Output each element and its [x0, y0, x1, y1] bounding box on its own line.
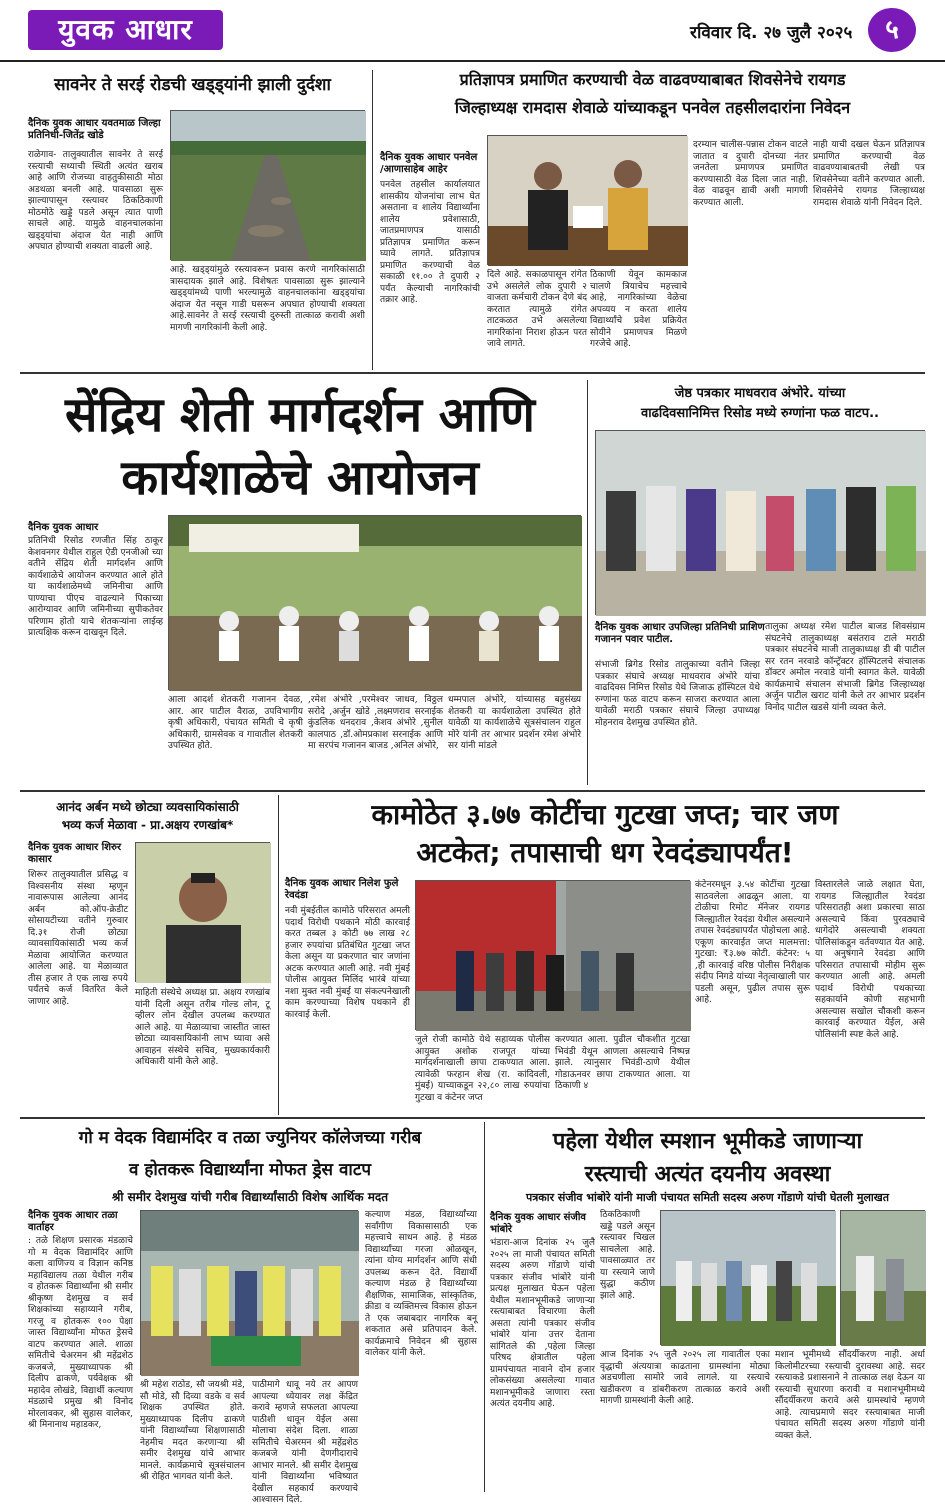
loan-headline-1: आनंद अर्बन मध्ये छोट्या व्यवसायिकांसाठी	[56, 800, 239, 814]
shivsena-body-5: नाही याची दखल घेऊन प्रतिज्ञापत्र प्रमाणित करण्याची वेळ वाढवण्याबाबतची लेखी पत्र शिवसेनेच्या वतीने करण्यात आली. शिवसेनेचे रायगड जिल्हाध्यक्ष रामदास शेवाळे यांनी निवेदन दिले.	[813, 140, 925, 208]
roads-byline: दैनिक युवक आधार यवतमाळ जिल्हा प्रतिनिधी-जितेंद्र खोडे	[28, 118, 161, 141]
crematorium-subhead: पत्रकार संजीव भांबोरे यांनी माजी पंचायत समिती सदस्य अरुण गोंडाणे यांची घेतली मुलाखत	[525, 1191, 890, 1204]
gutkha-body-4: कंटेनरमधून ३.५४ कोटींचा गुटखा साठवलेला आढळून आला. या टोळीचा रिमोट मॅनेजर रायगड जिल्ह्यातील रेवदंडा येथील असल्याने तपास रेवदंड्यापर्यंत पोहोचला आहे. एकूण कारवाईत जप्त मालमत्ता: गुटखा: ₹३.७७ कोटी. कंटेनर: ५ ,ही कारवाई वरिष्ठ पोलीस निरीक्षक संदीप निगडे यांच्या नेतृत्वाखाली पार पडली असून, पुढील तपास सुरू आहे.	[695, 880, 810, 1005]
column-divider	[278, 795, 279, 1115]
crematorium-byline: दैनिक युवक आधार संजीव भांबोरे	[490, 1212, 586, 1235]
loan-portrait	[135, 842, 270, 982]
loan-body-2: माहिती संस्थेचे अध्यक्ष प्रा. अक्षय रणखांब यांनी दिली असून तरीब गोल्ड लोन, टू व्हीलर लोन देखील उपलब्ध करण्यात आले आहे. या मेळाव्याचा जास्तीत जास्त छोट्या व्यावसायिकांनी लाभ घ्यावा असे आवाहन संस्थेचे सचिव, मुख्यकार्यकारी अधिकारी यांनी केले आहे.	[135, 988, 270, 1067]
gutkha-body-5: विस्तारलेले जाळे लक्षात घेता, रायगड जिल्ह्यातील रेवदंडा परिसरातही अशा प्रकारचा साठा असल्याचे किंवा पुरवठ्याचे धागेदोरे असल्याची शक्यता पोलिसांकडून वर्तवण्यात येत आहे. या अनुषंगाने रेवदंडा आणि परिसरात तपासाची मोहीम सुरू करण्यात आली आहे. अमली पदार्थ विरोधी पथकाच्या सहकार्याने कोणी सहभागी असल्यास सखोल चौकशी करून कारवाई करण्यात येईल, असे पोलिसांनी स्पष्ट केले आहे.	[815, 880, 925, 1040]
workshop-illustration	[169, 516, 582, 691]
shivsena-body-1: पनवेल तहसील कार्यालयात शासकीय योजनांचा लाभ घेत असताना व शालेय विद्यार्थ्यांना शालेय प्रवेशासाठी, जातप्रमाणपत्र यासाठी प्रतिज्ञापत्र प्रमाणित करून घ्यावे लागते. प्रतिज्ञापत्र प्रमाणित करण्याची वेळ सकाळी ११.०० ते दुपारी २ पर्यंत केल्याची नागरिकांची तक्रार आहे.	[380, 180, 480, 305]
fruits-photo	[595, 430, 925, 615]
dress-body-1: : तळे शिक्षण प्रसारक मंडळाचे गो म वेदक विद्यामंदिर आणि कला वाणिज्य व विज्ञान कनिष्ठ महाविद्यालय तळा येथील गरीब व होतकरू विद्यार्थ्यांना श्री समीर श्रीकृष्ण देशमुख व सर्व शिक्षकांच्या सहाय्याने गरीब, गरजू व होतकरू १०० पेक्षा जास्त विद्यार्थ्यांना मोफत ड्रेसचे वाटप करण्यात आले. शाळा समितीचे चेअरमन श्री महेंद्रशेठ कजबजे, मुख्याध्यापक श्री दिलीप ढाकणे, पर्यवेक्षक श्री महादेव लोखंडे, विद्यार्थी कल्याण मंडळाचे प्रमुख श्री विनोद मोरलावकर, श्री सुहास वालेकर, श्री मिनानाथ महाडकर,	[28, 1236, 133, 1430]
organic-headline-2: कार्यशाळेचे आयोजन	[121, 450, 479, 506]
fruits-headline-1: जेष्ठ पत्रकार माधवराव अंभोरे. यांच्या	[674, 386, 846, 401]
dress-headline-2: व होतकरू विद्यार्थ्यांना मोफत ड्रेस वाटप	[128, 1160, 372, 1180]
shivsena-body-4: दरम्यान चालीस-पन्नास टोकन वाटले जातात व दुपारी दोनच्या नंतर जनतेला प्रमाणपत्र प्रमाणित करण्यासाठी वेळ दिला जात नाही. वेळ वाढवून द्यावी अशी मागणी करण्यात आली.	[693, 140, 808, 208]
memorandum-illustration	[488, 136, 688, 266]
shivsena-byline: दैनिक युवक आधार पनवेल /आणासाहेब आहेर	[380, 152, 478, 175]
fruits-headline-2: वाढदिवसानिमित्त रिसोड मध्ये रुग्णांना फळ वाटप..	[641, 406, 879, 421]
organic-byline: दैनिक युवक आधार	[28, 522, 99, 533]
organic-headline-1: सेंद्रिय शेती मार्गदर्शन आणि	[65, 387, 535, 443]
dress-body-2: श्री महेश राठोड, सौ जयश्री मंडे, सौ मोडे, सौ दिव्या वडके व सर्व शिक्षक उपस्थित होते. मुख्याध्यापक दिलीप ढाकणे यांनी विद्यार्थ्यांच्या शिक्षणासाठी नेहमीच मदत करणाऱ्या श्री समीर देशमुख यांचे आभार मानले. कार्यक्रमाचे सूत्रसंचालन श्री रोहित भागवत यांनी केले.	[140, 1380, 245, 1482]
organic-body-1: प्रतिनिधी रिसोड रणजीत सिंह ठाकूर केशवनगर येथील राहुल ऐडी एनजीओ च्या वतीने सेंद्रिय शेती मार्गदर्शन आणि कार्यशाळेचे आयोजन करण्यात आले होते या कार्यशाळेमध्ये जमिनीचा आणि पाण्याचा पीएच वाढल्याने पिकाच्या आरोग्यावर आणि जमिनीच्या सुपीकतेवर परिणाम होतो याचे शेतकऱ्यांना लाईव्ह प्रात्यक्षिक करून दाखवून दिले.	[28, 536, 163, 638]
dress-body-3: पाठीमागे धावू नये तर आपण आपल्या ध्येयावर लक्ष केंद्रित करावे म्हणजे सफलता आपल्या पाठीशी धावून येईल असा मोलाचा संदेश दिला. शाळा समितीचे चेअरमन श्री महेंद्रशेठ कजबजे यांनी देणगीदाराचे आभार मानले. श्री समीर देशमुख यांनी विद्यार्थ्यांना भविष्यात देखील सहकार्य करण्याचे आश्वासन दिले.	[252, 1380, 358, 1505]
page-number: ५	[868, 8, 916, 52]
crematorium-photo-1	[660, 1210, 835, 1345]
loan-headline-2: भव्य कर्ज मेळावा - प्रा.अक्षय रणखांब*	[61, 818, 234, 832]
roads-photo	[170, 110, 365, 260]
interview-illustration	[841, 1211, 926, 1346]
seizure-illustration	[416, 881, 691, 1031]
fruit-distribution-illustration	[596, 431, 926, 616]
shivsena-body-3: ठिकाणी येवून कामकाज चालणे त्रियाचेच महत्त्वाचे आहे, नागरिकांच्या वेळेचा अपव्यय न करता शालेय विद्यार्थ्यांचे प्रवेश प्रक्रियेत सोयीने प्रमाणपत्र मिळणे गरजेचे आहे.	[590, 270, 687, 349]
dress-headline-1: गो म वेदक विद्यामंदिर व तळा ज्युनियर कॉलेजच्या गरीब	[78, 1128, 422, 1148]
roads-headline: सावनेर ते सरई रोडची खड्ड्यांनी झाली दुर्दशा	[54, 75, 331, 95]
road-illustration	[171, 111, 366, 261]
roads-body-2: आहे. खड्ड्यांमुळे रस्त्यावरून प्रवास करणे नागरिकांसाठी त्रासदायक झाले आहे. विशेषतः पावसाळा सुरू झाल्याने खड्ड्यांमध्ये पाणी भरल्यामुळे वाहनचालकांना खड्ड्यांचा अंदाज येत नसून गाडी घसरून अपघात होण्याची शक्यता आहे.सावनेर ते सरई रस्त्याची दुरुस्ती तात्काळ करावी अशी मागणी नागरिकांनी केली आहे.	[170, 265, 365, 333]
column-divider	[484, 1122, 485, 1492]
dress-subhead: श्री समीर देशमुख यांची गरीब विद्यार्थ्यांसाठी विशेष आर्थिक मदत	[111, 1190, 389, 1204]
section-divider	[20, 372, 925, 374]
organic-body-4: धम्मपाल अंभोरे, यांच्यासह बहुसंख्य शेतकरी या कार्यशाळेला उपस्थित होते यावेळी या कार्यशाळेचे सूत्रसंचालन राहुल मोरे यांनी तर आभार प्रदर्शन रमेश अंभोरे सर यांनी मांडले	[448, 695, 581, 751]
dress-byline: दैनिक युवक आधार तळा वार्ताहर	[28, 1210, 118, 1233]
issue-date: रविवार दि. २७ जुलै २०२५	[690, 23, 853, 43]
gutkha-body-1: नवी मुंबईतील कामोठे परिसरात अमली पदार्थ विरोधी पथकाने मोठी कारवाई करत तब्बल ३ कोटी ७७ लाख २८ हजार रुपयांचा प्रतिबंधित गुटखा जप्त केला असून या प्रकरणात चार जणांना अटक करण्यात आली आहे. नवी मुंबई पोलीस आयुक्त मिलिंद भारंबे यांच्या नशा मुक्त नवी मुंबई या संकल्पनेखाली काम करण्याच्या विशेष पथकाने ही कारवाई केली.	[285, 906, 410, 1020]
gutkha-headline-2: अटकेत; तपासाची धग रेवदंड्यापर्यंत!	[416, 836, 794, 869]
fruits-body-2: तालुका अध्यक्ष रमेश पाटील बाजड शिवसंग्राम संघटनेचे तालुकाध्यक्ष बसंतराव टाले मराठी पत्रकार संघटनेचे माजी तालुकाध्यक्ष डी बी पाटील सर रतन नरवाडे कॉन्ट्रॅक्टर हॉस्पिटलचे संचालक डॉक्टर अमोल नरवाडे यांनी स्वागत केले. यावेळी कार्यक्रमाचे संचालन संभाजी ब्रिगेड जिल्हाध्यक्ष अर्जुन पाटील खराट यांनी केले तर आभार प्रदर्शन विनोद पाटील खडसे यांनी व्यक्त केले.	[765, 622, 925, 713]
organic-photo	[168, 515, 581, 690]
crematorium-body-3: आज दिनांक २५ जुलै २०२५ ला गावातील एका वृद्धाची अंत्ययात्रा काढताना ग्रामस्थांना मोठ्या अडचणीला सामोरे जावे लागले. या रस्त्याचे खडीकरण व डांबरीकरण तात्काळ करावे अशी मागणी ग्रामस्थांनी केली आहे.	[600, 1350, 770, 1406]
crematorium-headline-1: पहेला येथील स्मशान भूमीकडे जाणाऱ्या	[552, 1129, 863, 1154]
crematorium-headline-2: रस्त्याची अत्यंत दयनीय अवस्था	[584, 1162, 831, 1187]
column-divider	[372, 70, 373, 370]
column-divider	[587, 380, 588, 785]
gutkha-photo	[415, 880, 690, 1030]
gutkha-body-3: करण्यात आला. पुढील चौकशीत गुटखा भिवंडी येथून आणला असल्याचे निष्पन्न झाले. त्यानुसार भिवंडी-ठाणे येथील गोडाऊनवर छापा टाकण्यात आला. या ठिकाणी ४	[555, 1035, 690, 1091]
fruits-body-1: संभाजी ब्रिगेड रिसोड तालुकाच्या वतीने जिल्हा पत्रकार संघाचे अध्यक्ष माधवराव अंभोरे यांचा वाढदिवस निमित्त रिसोड येथे जिजाऊ हॉस्पिटल येथे रुग्णांना फळ वाटप करून साजरा करण्यात आला यावेळी मराठी पत्रकार संघाचे जिल्हा उपाध्यक्ष मोहनराव देशमुख उपस्थित होते.	[595, 660, 760, 728]
fruits-byline: दैनिक युवक आधार उपजिल्हा प्रतिनिधी प्राशिण गजानन पवार पाटील.	[595, 622, 765, 645]
crematorium-body-2: ठिकठिकाणी खड्डे पडले असून रस्त्यावर चिखल साचलेला आहे. पावसाळ्यात तर या रस्त्याने जाणे सुद्धा कठीण झाले आहे.	[600, 1210, 655, 1301]
crematorium-photo-2	[840, 1210, 925, 1345]
loan-byline: दैनिक युवक आधार शिरुर कासार	[28, 842, 122, 865]
dress-photo	[140, 1210, 358, 1375]
shivsena-photo	[487, 135, 687, 265]
loan-body-1: शिरूर तालुक्यातील प्रसिद्ध व विश्वसनीय संस्था म्हणून नावारूपास आलेल्या आनंद अर्बन को.ऑप-क्रेडीट सोसायटीच्या वतीने गुरुवार दि.३१ रोजी छोट्या व्यावसायिकांसाठी भव्य कर्ज मेळावा आयोजित करण्यात आलेला आहे. या मेळाव्यात तीस हजार ते एक लाख रुपये पर्यंतचे कर्ज वितरित केले जाणार आहे.	[28, 870, 128, 1007]
gutkha-headline-1: कामोठेत ३.७७ कोटींचा गुटखा जप्त; चार जण	[371, 798, 839, 831]
organic-body-2: आला आदर्श शेतकरी गजानन देवळ, आर. आर पाटील वैराळ, उपविभागीय कृषी अधिकारी, पंचायत समिती चे कृषी अधिकारी, ग्रामसेवक व गावातील शेतकरी उपस्थित होते.	[168, 695, 303, 751]
gutkha-byline: दैनिक युवक आधार निलेश फुले रेवदंडा	[285, 878, 399, 901]
shivsena-headline-2: जिल्हाध्यक्ष रामदास शेवाळे यांच्याकडून पनवेल तहसीलदारांना निवेदन	[454, 98, 851, 117]
section-divider	[20, 790, 925, 792]
villagers-illustration	[661, 1211, 836, 1346]
newspaper-logo: युवक आधार	[28, 10, 223, 50]
masthead	[0, 0, 945, 62]
gutkha-body-2: जुले रोजी कामोठे येथे सहाय्यक पोलीस आयुक्त अशोक राजपूत यांच्या मार्गदर्शनाखाली छापा टाकण्यात आला. त्यावेळी फरहान शेख (रा. कांदिवली, मुंबई) याच्याकडून २२,८० लाख रुपयांचा गुटखा व कंटेनर जप्त	[415, 1035, 550, 1103]
dress-body-4: कल्याण मंडळ, विद्यार्थ्यांच्या सर्वांगीण विकासासाठी एक महत्त्वाचे साधन आहे. हे मंडळ विद्यार्थ्यांच्या गरजा ओळखून, त्यांना योग्य मार्गदर्शन आणि संधी उपलब्ध करून देते. विद्यार्थी कल्याण मंडळ हे विद्यार्थ्यांच्या शैक्षणिक, सामाजिक, सांस्कृतिक, क्रीडा व व्यक्तिमत्त्व विकास होऊन ते एक जबाबदार नागरिक बनू शकतात असे प्रतिपादन केले. कार्यक्रमाचे निवेदन श्री सुहास वालेकर यांनी केले.	[365, 1210, 477, 1358]
section-divider	[20, 1117, 925, 1119]
organic-body-3: ,रमेश अंभोरे ,परमेश्वर जाधव, विठ्ठल सरोदे ,अर्जुन खोडे ,लक्ष्मणराव सरनाईक कुंडलिक धनदराव ,केशव अंभोरे ,सुनील कालपाठ ,डॉ.ओमप्रकाश सरनाईक आणि मा सरपंच गजानन बाजड ,अनिल अंभोरे,	[308, 695, 443, 751]
portrait-illustration	[136, 843, 271, 983]
shivsena-headline-1: प्रतिज्ञापत्र प्रमाणित करण्याची वेळ वाढवण्याबाबत शिवसेनेचे रायगड	[459, 70, 846, 89]
roads-body-1: राळेगाव- तालुक्यातील सावनेर ते सरई रस्त्याची सध्याची स्थिती अत्यंत खराब आहे आणि रोजच्या वाहतुकीसाठी मोठा अडथळा बनली आहे. पावसाळा सुरू झाल्यापासून रस्त्यावर ठिकठिकाणी मोठमोठे खड्डे पडले असून त्यात पाणी साचले आहे. यामुळे वाहनचालकांना खड्ड्यांचा अंदाज येत नाही आणि अपघात होण्याची शक्यता वाढली आहे.	[28, 150, 163, 252]
crematorium-body-1: भंडारा-आज दिनांक २५ जुलै २०२५ ला माजी पंचायत समिती सदस्य अरुण गोंडाणे यांची पत्रकार संजीव भांबोरे यांनी प्रत्यक्ष मुलाखत घेऊन पहेला येथील मशानभूमीकडे जाणाऱ्या रस्त्याबाबत विचारणा केली असता त्यांनी पत्रकार संजीव भांबोरे यांना उत्तर देताना सांगितले की ,पहेला जिल्हा परिषद क्षेत्रातील पहेला ग्रामपंचायत नावाने दोन हजार लोकसंख्या असलेल्या गावात मशानभूमीकडे जाणारा रस्ता अत्यंत दयनीय आहे.	[490, 1238, 595, 1409]
crematorium-body-4: मशान भूमीमध्ये सौंदर्यीकरण नाही. अर्धा किलोमीटरच्या रस्त्याची दुरावस्था आहे. सदर रस्त्याकडे प्रशासनाने ने तात्काळ लक्ष देऊन या रस्त्याची सुधारणा करावी व मशानभूमीमध्ये सौंदर्यीकरण करावे असे ग्रामस्थांचे म्हणणे आहे. त्याचप्रमाणे सदर रस्त्याबाबत माजी पंचायत समिती सदस्य अरुण गोंडाणे यांनी व्यक्त केले.	[775, 1350, 925, 1441]
shivsena-body-2: दिले आहे. सकाळपासून रांगेत उभे असलेले लोक दुपारी २ वाजता कर्मचारी टोकन देणे बंद करतात त्यामुळे रांगेत ताटकळत उभे असलेल्या नागरिकांना निराश होऊन परत जावे लागते.	[487, 270, 587, 349]
students-illustration	[141, 1211, 359, 1376]
